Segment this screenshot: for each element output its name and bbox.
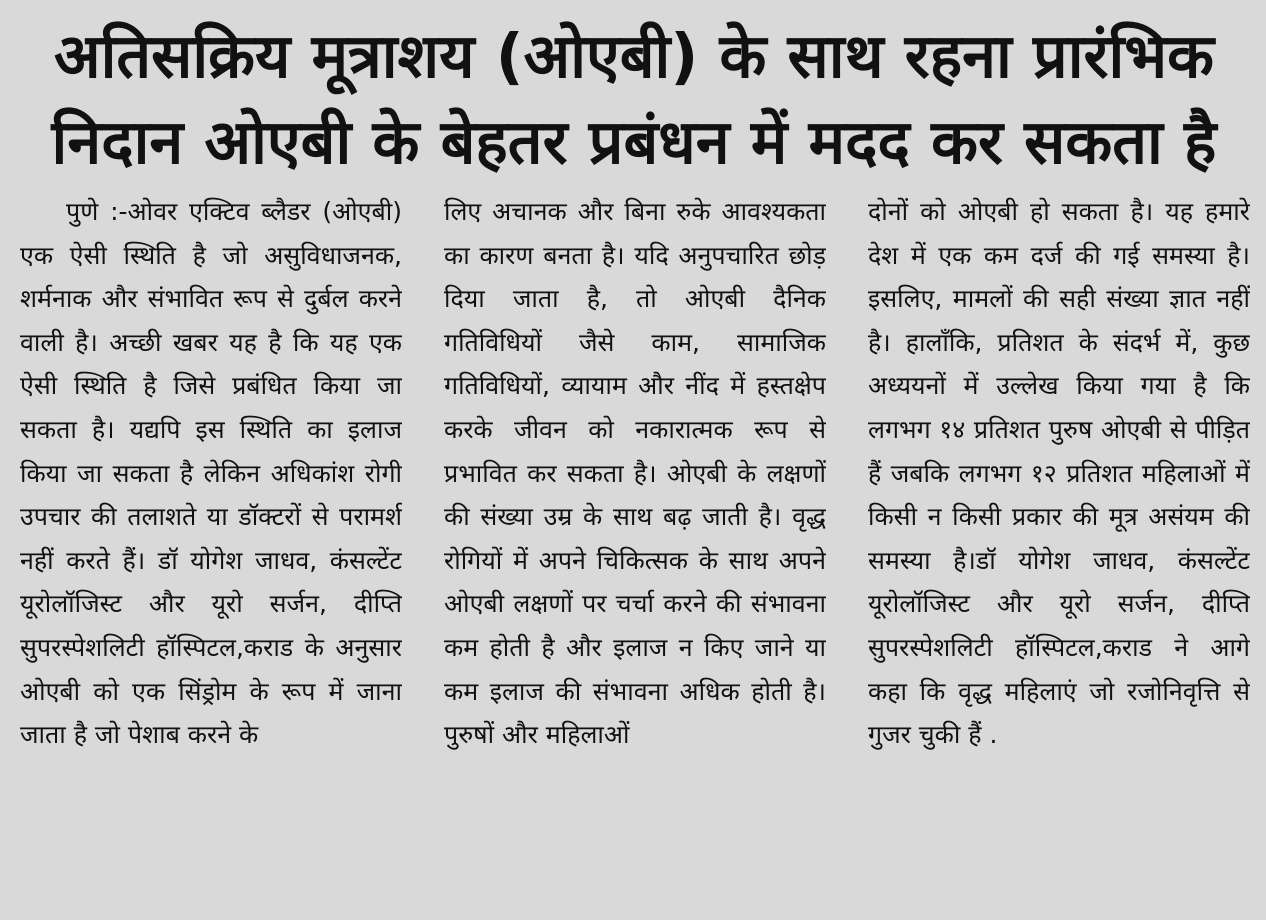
article-body	[20, 190, 1248, 920]
headline-line-2: निदान ओएबी के बेहतर प्रबंधन में मदद कर सकता है	[51, 107, 1217, 178]
article-column-2	[444, 190, 826, 920]
headline-line-1: अतिसक्रिय मूत्राशय (ओएबी) के साथ रहना प्रारंभिक	[53, 21, 1215, 92]
article-column-1	[20, 190, 402, 920]
column-1-text: पुणे :-ओवर एक्टिव ब्लैडर (ओएबी) एक ऐसी स्थिति है जो असुविधाजनक, शर्मनाक और संभावित रूप से दुर्बल करने वाली है। अच्छी खबर यह है कि यह एक ऐसी स्थिति है जिसे प्रबंधित किया जा सकता है। यद्यपि इस स्थिति का इलाज किया जा सकता है लेकिन अधिकांश रोगी उपचार की तलाशते या डॉक्टरों से परामर्श नहीं करते हैं। डॉ योगेश जाधव, कंसल्टेंट यूरोलॉजिस्ट और यूरो सर्जन, दीप्ति सुपरस्पेशलिटी हॉस्पिटल,कराड के अनुसार ओएबी को एक सिंड्रोम के रूप में जाना जाता है जो पेशाब करने के	[20, 197, 402, 750]
column-3-text: दोनों को ओएबी हो सकता है। यह हमारे देश में एक कम दर्ज की गई समस्या है। इसलिए, मामलों की सही संख्या ज्ञात नहीं है। हालाँकि, प्रतिशत के संदर्भ में, कुछ अध्ययनों में उल्लेख किया गया है कि लगभग १४ प्रतिशत पुरुष ओएबी से पीड़ित हैं जबकि लगभग १२ प्रतिशत महिलाओं में किसी न किसी प्रकार की मूत्र असंयम की समस्या है।डॉ योगेश जाधव, कंसल्टेंट यूरोलॉजिस्ट और यूरो सर्जन, दीप्ति सुपरस्पेशलिटी हॉस्पिटल,कराड ने आगे कहा कि वृद्ध महिलाएं जो रजोनिवृत्ति से गुजर चुकी हैं .	[868, 197, 1250, 750]
article-headline	[18, 14, 1250, 186]
article-column-3	[868, 190, 1250, 920]
column-2-text: लिए अचानक और बिना रुके आवश्यकता का कारण बनता है। यदि अनुपचारित छोड़ दिया जाता है, तो ओएबी दैनिक गतिविधियों जैसे काम, सामाजिक गतिविधियों, व्यायाम और नींद में हस्तक्षेप करके जीवन को नकारात्मक रूप से प्रभावित कर सकता है। ओएबी के लक्षणों की संख्या उम्र के साथ बढ़ जाती है। वृद्ध रोगियों में अपने चिकित्सक के साथ अपने ओएबी लक्षणों पर चर्चा करने की संभावना कम होती है और इलाज न किए जाने या कम इलाज की संभावना अधिक होती है। पुरुषों और महिलाओं	[444, 197, 826, 750]
